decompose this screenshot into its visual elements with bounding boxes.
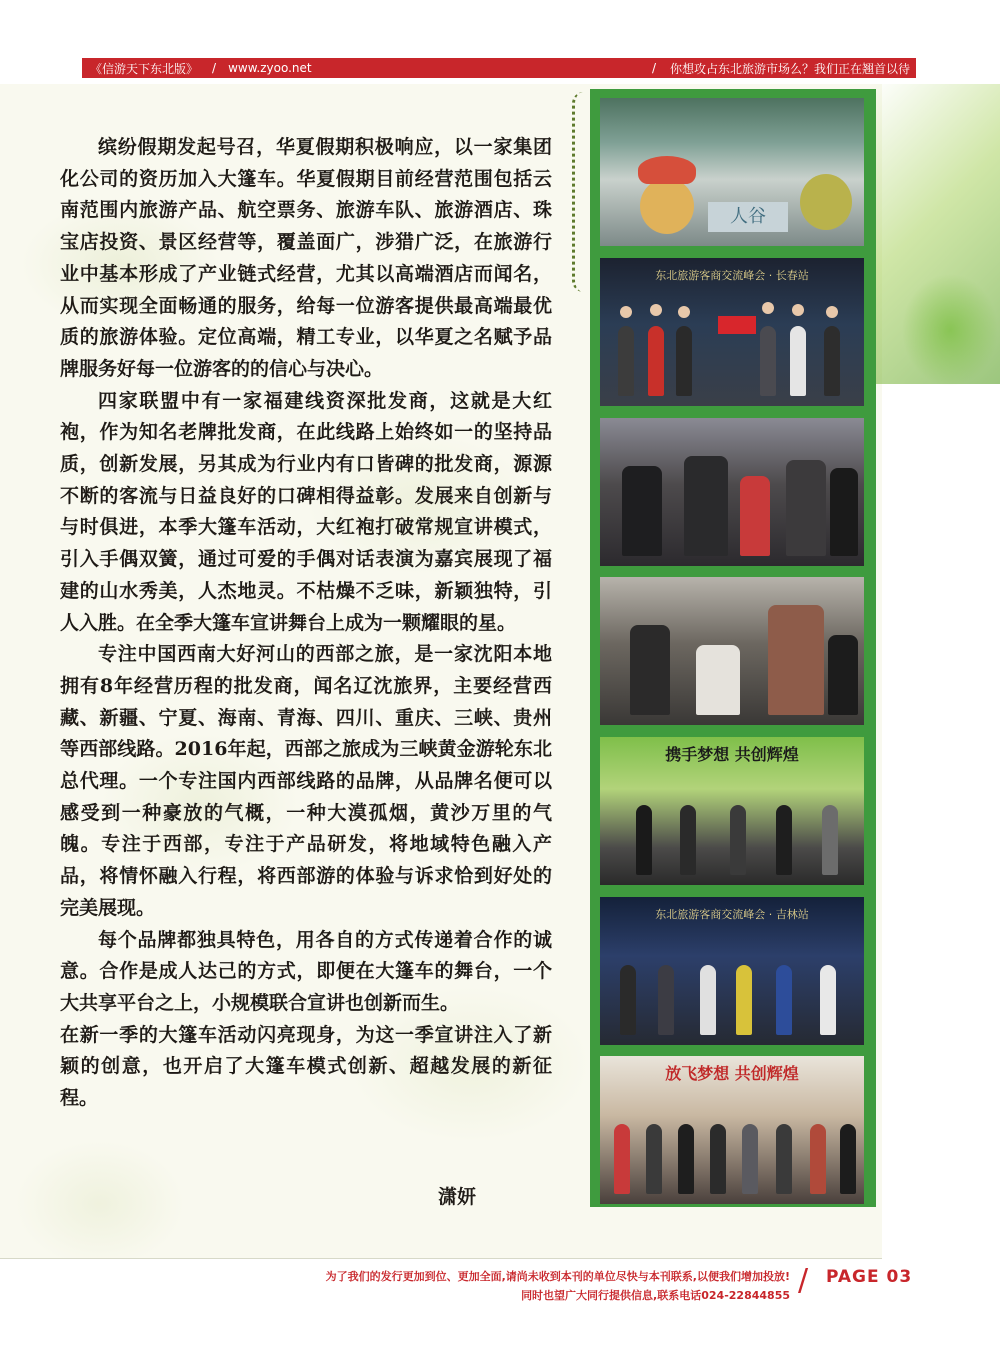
person [622, 466, 662, 556]
person [776, 1124, 792, 1194]
person [840, 1124, 856, 1194]
paragraph-1: 缤纷假期发起号召，华夏假期积极响应，以一家集团化公司的资历加入大篷车。华夏假期目前经营范围包括云南范围内旅游产品、航空票务、旅游车队、旅游酒店、珠宝店投资、景区经营等，覆盖面广，涉猎广泛，在旅游行业中基本形成了产业链式经营，尤其以高端酒店而闻名，从而实现全面畅通的服务，给每一位游客提供最高端最优质的旅游体验。定位高端，精工专业，以华夏之名赋予品牌服务好每一位游客的的信心与决心。 [60, 136, 552, 380]
event-banner: 东北旅游客商交流峰会 · 吉林站 [655, 908, 809, 921]
footer-slash: / [798, 1263, 809, 1298]
photo-crowd-1 [600, 418, 864, 566]
person [768, 605, 824, 715]
person [762, 302, 774, 314]
person [736, 965, 752, 1035]
person [792, 304, 804, 316]
person [742, 1124, 758, 1194]
person [658, 965, 674, 1035]
person [618, 326, 634, 396]
jester-hat [638, 156, 696, 184]
person [680, 805, 696, 875]
person [700, 965, 716, 1035]
paragraph-4: 每个品牌都独具特色，用各自的方式传递着合作的诚意。合作是成人达己的方式，即便在大篷车的舞台，一个大共享平台之上，小规模联合宣讲也创新而生。 [60, 928, 552, 1014]
person [676, 326, 692, 396]
puppet-jester [640, 178, 694, 234]
header-separator: / [212, 61, 217, 75]
author-name: 潇妍 [438, 1186, 477, 1208]
person [620, 306, 632, 318]
person [820, 965, 836, 1035]
header-bar [82, 58, 916, 78]
person [696, 645, 740, 715]
person [826, 306, 838, 318]
header-slogan: 你想攻占东北旅游市场么？我们正在翘首以待 [669, 61, 910, 76]
person [740, 476, 770, 556]
person [710, 1124, 726, 1194]
person [776, 965, 792, 1035]
magazine-title: 《信游天下东北版》 [90, 61, 199, 76]
person [684, 456, 728, 556]
person [614, 1124, 630, 1194]
person [828, 635, 858, 715]
photo-puppets [600, 98, 864, 246]
person [646, 1124, 662, 1194]
person [786, 460, 826, 556]
red-sign [718, 316, 756, 334]
paragraph-2: 四家联盟中有一家福建线资深批发商，这就是大红袍，作为知名老牌批发商，在此线路上始终如一的坚持品质，创新发展，另其成为行业内有口皆碑的批发商，源源不断的客流与日益良好的口碑相得益彰。发展来自创新与与时俱进，本季大篷车活动，大红袍打破常规宣讲模式，引入手偶双簧，通过可爱的手偶对话表演为嘉宾展现了福建的山水秀美，人杰地灵。不枯燥不乏味，新颖独特，引人入胜。在全季大篷车宣讲舞台上成为一颗耀眼的星。 [60, 389, 552, 634]
person [810, 1124, 826, 1194]
event-banner: 携手梦想 共创辉煌 [665, 745, 799, 764]
person [830, 468, 858, 556]
footer-note [326, 1267, 790, 1305]
person [822, 805, 838, 875]
article-body [60, 132, 552, 1115]
stage-sign: 人谷 [708, 202, 788, 232]
footer-note-line-1: 为了我们的发行更加到位、更加全面,请尚未收到本刊的单位尽快与本刊联系,以便我们增加投放! [325, 1270, 790, 1283]
person [630, 625, 670, 715]
photo-award-3 [600, 1056, 864, 1204]
photo-crowd-2 [600, 577, 864, 725]
paragraph-3: 专注中国西南大好河山的西部之旅，是一家沈阳本地拥有8年经营历程的批发商，闻名辽沈旅界，主要经营西藏、新疆、宁夏、海南、青海、四川、重庆、三峡、贵州等西部线路。2016年起，西部之旅成为三峡黄金游轮东北总代理。一个专注国内西部线路的品牌，从品牌名便可以感受到一种豪放的气概，一种大漠孤烟，黄沙万里的气魄。专注于西部，专注于产品研发，将地域特色融入产品，将情怀融入行程，将西部游的体验与诉求恰到好处的完美展现。 [60, 643, 552, 919]
event-banner: 放飞梦想 共创辉煌 [665, 1064, 799, 1083]
person [636, 805, 652, 875]
person [678, 306, 690, 318]
photo-award-1 [600, 737, 864, 885]
green-splash-decoration [880, 260, 1000, 400]
person [648, 326, 664, 396]
person [730, 805, 746, 875]
person [776, 805, 792, 875]
paragraph-5: 在新一季的大篷车活动闪亮现身，为这一季宣讲注入了新颖的创意，也开启了大篷车模式创新、超越发展的新征程。 [60, 1023, 552, 1110]
person [678, 1124, 694, 1194]
header-separator-2: / [651, 61, 656, 75]
person [824, 326, 840, 396]
footer-note-line-2: 同时也望广大同行提供信息,联系电话024-22844855 [521, 1289, 790, 1302]
page-number: PAGE 03 [826, 1267, 913, 1287]
person [650, 304, 662, 316]
photo-column [590, 89, 876, 1207]
photo-award-2 [600, 897, 864, 1045]
website-link[interactable]: www.zyoo.net [228, 61, 312, 75]
person [760, 326, 776, 396]
puppet-bear [800, 174, 852, 230]
person [620, 965, 636, 1035]
person [790, 326, 806, 396]
photo-stage-ceremony [600, 258, 864, 406]
event-banner: 东北旅游客商交流峰会 · 长春站 [655, 269, 809, 282]
